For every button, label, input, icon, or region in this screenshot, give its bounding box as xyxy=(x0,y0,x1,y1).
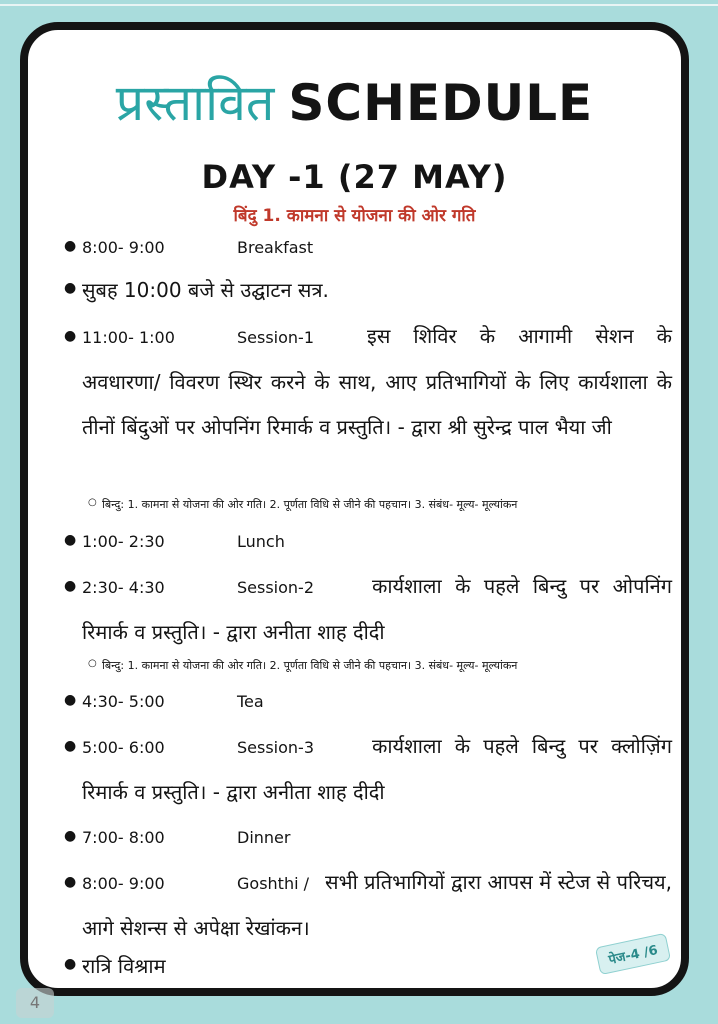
item-text: इस शिविर के आगामी सेशन के अवधारणा/ विवरण स्थिर करने के साथ, आए प्रतिभागियों के लिए कार्यशाला के तीनों बिंदुओं पर ओपनिंग रिमार्क व प्रस्तुति। - द्वारा श्री सुरेन्द्र पाल भैया जी xyxy=(82,324,672,439)
title-english: SCHEDULE xyxy=(288,74,594,132)
bullet-icon: ● xyxy=(64,692,77,708)
bullet-icon: ● xyxy=(64,280,77,296)
item-time: 8:00- 9:00 xyxy=(82,874,165,893)
page-number-badge: पेज-4 /6 xyxy=(595,933,671,975)
bullet-icon: ● xyxy=(64,738,77,754)
bullet-icon: ● xyxy=(64,874,77,890)
item-time: 5:00- 6:00 xyxy=(82,738,165,757)
bullet-icon: ● xyxy=(64,578,77,594)
list-item xyxy=(64,276,672,303)
sub-point-list xyxy=(88,658,682,673)
item-label: Session-2 xyxy=(237,578,314,597)
item-text: सुबह 10:00 बजे से उद्घाटन सत्र. xyxy=(82,278,329,302)
item-text: सभी प्रतिभागियों द्वारा आपस में स्टेज से परिचय, आगे सेशन्स से अपेक्षा रेखांकन। xyxy=(82,870,672,940)
item-time: 7:00- 8:00 xyxy=(82,828,165,847)
item-time: 1:00- 2:30 xyxy=(82,532,165,551)
item-text: रात्रि विश्राम xyxy=(82,954,166,978)
top-border-line xyxy=(0,4,718,6)
item-text: कार्यशाला के पहले बिन्दु पर क्लोज़िंग रिमार्क व प्रस्तुति। - द्वारा अनीता शाह दीदी xyxy=(82,734,672,804)
item-label: Session-1 xyxy=(237,328,314,347)
list-item xyxy=(64,564,672,655)
list-item xyxy=(64,692,672,711)
bullet-icon: ● xyxy=(64,956,77,972)
item-time: 11:00- 1:00 xyxy=(82,328,175,347)
list-item xyxy=(64,952,672,979)
day-heading: DAY -1 (27 MAY) xyxy=(201,158,508,196)
bullet-icon: ● xyxy=(64,238,77,254)
bullet-icon: ● xyxy=(64,532,77,548)
item-label: Tea xyxy=(237,692,264,711)
page-indicator[interactable]: 4 xyxy=(16,988,54,1018)
sub-point-text: बिन्दु: 1. कामना से योजना की ओर गति। 2. पूर्णता विधि से जीने की पहचान। 3. संबंध- मूल्य- मूल्यांकन xyxy=(102,659,518,672)
item-label: Dinner xyxy=(237,828,291,847)
bullet-icon: ● xyxy=(64,828,77,844)
sub-point-list xyxy=(88,497,682,512)
item-label: Goshthi / xyxy=(237,874,309,893)
list-item xyxy=(64,314,672,450)
title-hindi: प्रस्तावित xyxy=(115,74,275,132)
list-item xyxy=(64,724,672,815)
list-item xyxy=(64,828,672,847)
list-item xyxy=(64,238,672,257)
item-label: Breakfast xyxy=(237,238,314,257)
item-time: 8:00- 9:00 xyxy=(82,238,165,257)
item-label: Session-3 xyxy=(237,738,314,757)
sub-point-text: बिन्दु: 1. कामना से योजना की ओर गति। 2. पूर्णता विधि से जीने की पहचान। 3. संबंध- मूल्य- मूल्यांकन xyxy=(102,498,518,511)
bullet-icon: ● xyxy=(64,328,77,344)
list-item xyxy=(64,860,672,951)
page-title xyxy=(28,74,681,132)
circle-bullet-icon: ○ xyxy=(88,658,97,669)
item-label: Lunch xyxy=(237,532,285,551)
circle-bullet-icon: ○ xyxy=(88,497,97,508)
point-heading: बिंदु 1. कामना से योजना की ओर गति xyxy=(233,206,476,226)
item-text: कार्यशाला के पहले बिन्दु पर ओपनिंग रिमार्क व प्रस्तुति। - द्वारा अनीता शाह दीदी xyxy=(82,574,672,644)
item-time: 2:30- 4:30 xyxy=(82,578,165,597)
list-item xyxy=(64,532,672,551)
item-time: 4:30- 5:00 xyxy=(82,692,165,711)
schedule-card xyxy=(20,22,689,996)
